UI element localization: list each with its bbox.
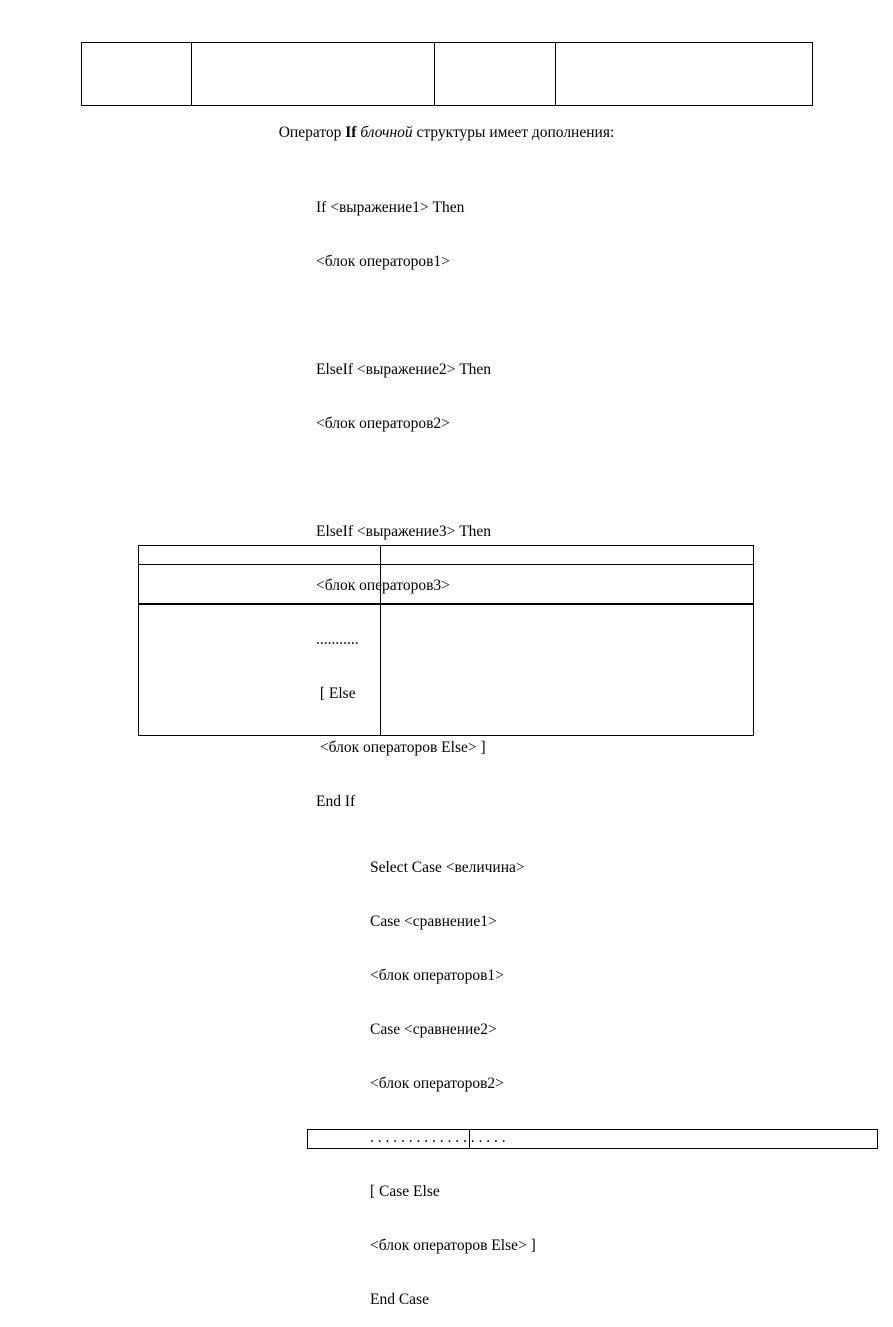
intro-suffix: структуры имеет дополнения: (412, 124, 615, 141)
table-row (139, 546, 754, 565)
table-row (308, 1130, 878, 1149)
code-line: <блок операторов Else> ] (370, 1237, 536, 1254)
code-line: If <выражение1> Then (316, 199, 465, 216)
code-line: ElseIf <выражение3> Then (316, 523, 492, 540)
code-line: <блок операторов2> (370, 1075, 504, 1092)
intro-italic: блочной (360, 124, 413, 141)
table-cell (139, 604, 381, 736)
intro-paragraph (0, 123, 893, 143)
intro-prefix: Оператор (278, 124, 346, 141)
code-line: [ Case Else (370, 1183, 440, 1200)
select-case-syntax-block (370, 823, 536, 1327)
code-line: <блок операторов1> (370, 967, 504, 984)
table-cell (308, 1130, 470, 1149)
table-row (139, 565, 754, 605)
table-cell (381, 604, 754, 736)
code-line: End Case (370, 1291, 429, 1308)
intro-keyword: If (345, 124, 357, 141)
code-line: End If (316, 793, 356, 810)
table-row (139, 604, 754, 736)
code-line: <блок операторов Else> ] (316, 739, 486, 756)
table-cell (82, 43, 192, 106)
table-cell (381, 546, 754, 565)
table-cell (556, 43, 813, 106)
middle-table (138, 545, 754, 736)
code-line: Case <сравнение2> (370, 1021, 497, 1038)
code-line (316, 469, 491, 487)
code-line: . . . . . . . . . . . . . . . . . . (370, 1129, 506, 1146)
code-line: ElseIf <выражение2> Then (316, 361, 492, 378)
code-line (316, 307, 491, 325)
table-cell (192, 43, 435, 106)
code-line: <блок операторов2> (316, 415, 450, 432)
top-table (81, 42, 813, 106)
table-cell (381, 565, 754, 605)
code-line: Select Case <величина> (370, 859, 525, 876)
code-line: <блок операторов3> (316, 577, 450, 594)
code-line: Case <сравнение1> (370, 913, 497, 930)
table-row (82, 43, 813, 106)
code-line: [ Else (316, 685, 356, 702)
code-line: ........... (316, 631, 359, 648)
code-line: <блок операторов1> (316, 253, 450, 270)
table-cell (470, 1130, 878, 1149)
table-cell (139, 565, 381, 605)
table-cell (139, 546, 381, 565)
bottom-table (307, 1129, 878, 1149)
table-cell (435, 43, 556, 106)
